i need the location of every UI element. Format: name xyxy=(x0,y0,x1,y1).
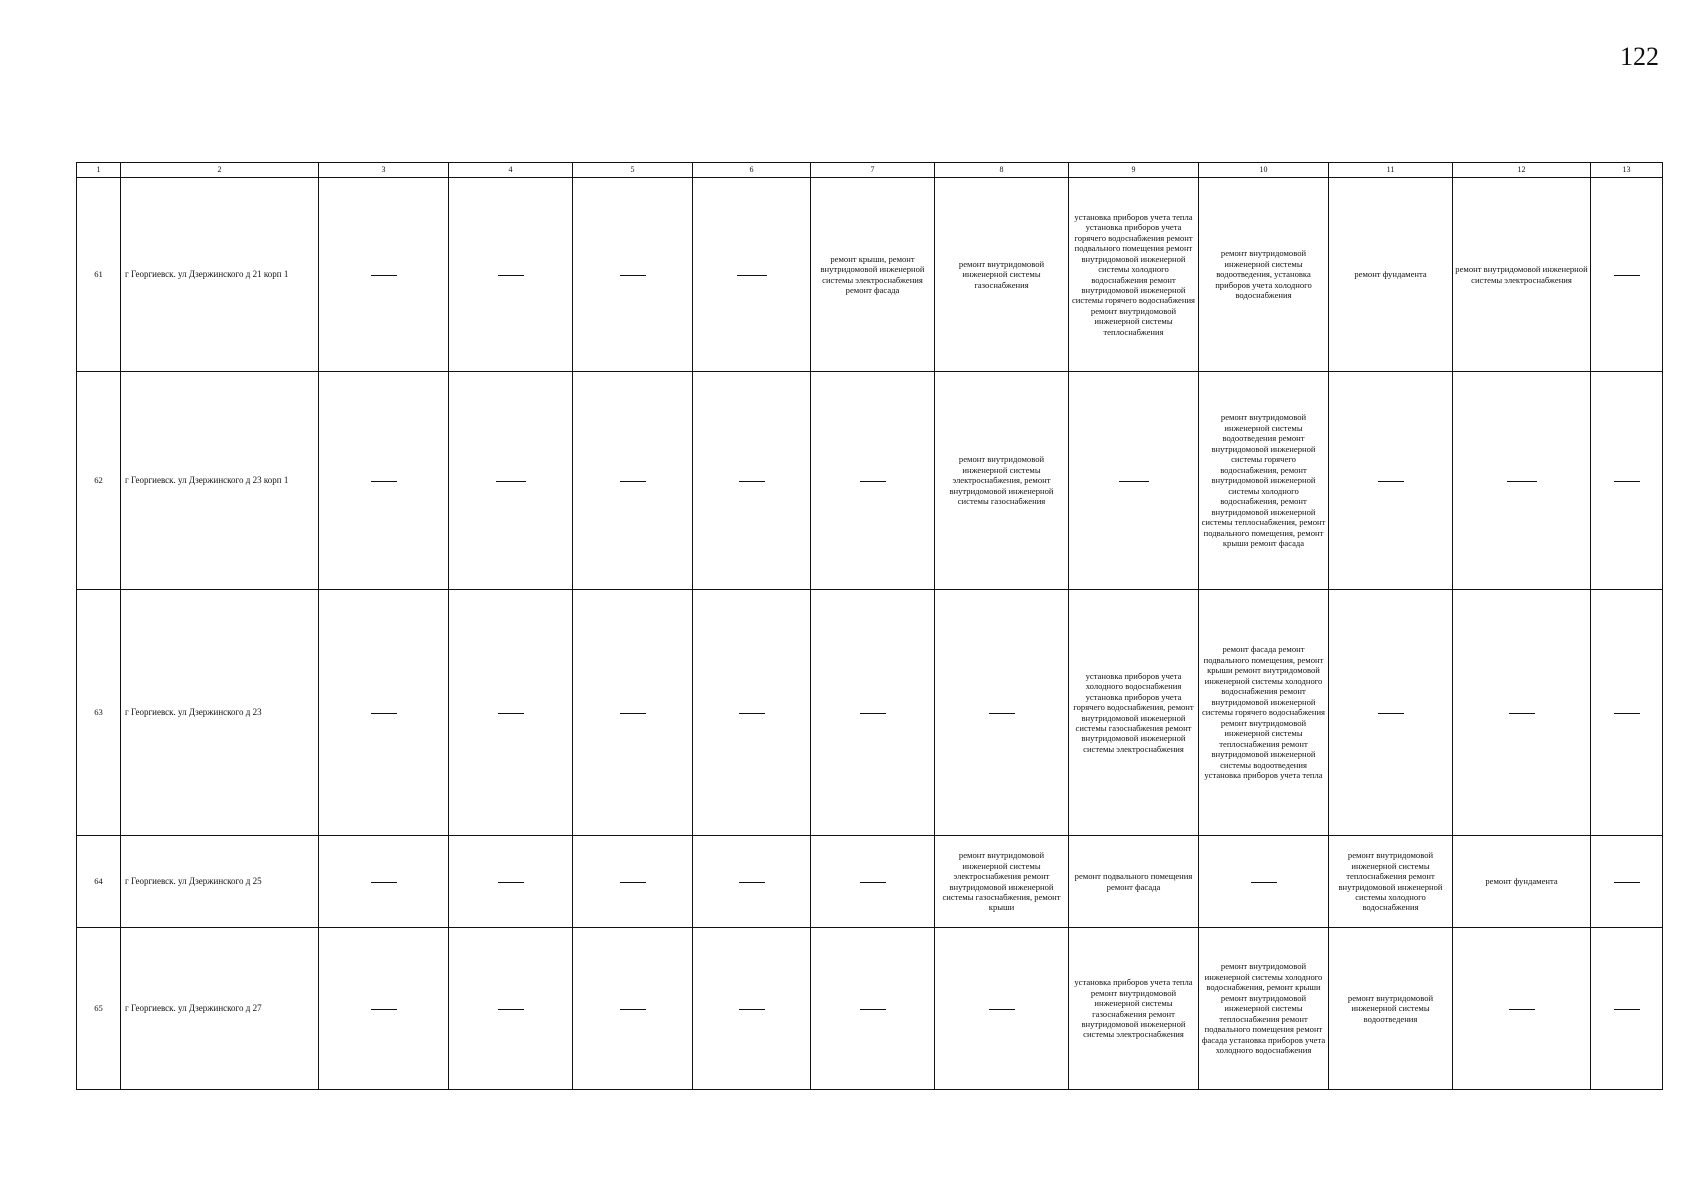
dash-mark xyxy=(620,481,646,482)
work-cell: ремонт внутридомовой инженерной системы теплоснабжения ремонт внутридомовой инженерной системы холодного водоснабжения xyxy=(1329,836,1453,928)
dash-mark xyxy=(371,882,397,883)
empty-cell xyxy=(319,372,449,590)
work-cell: ремонт внутридомовой инженерной системы водоотведения, установка приборов учета холодного водоснабжения xyxy=(1199,178,1329,372)
address-cell: г Георгиевск. ул Дзержинского д 27 xyxy=(121,928,319,1090)
empty-cell xyxy=(449,836,573,928)
dash-mark xyxy=(1614,275,1640,276)
row-number: 65 xyxy=(77,928,121,1090)
dash-mark xyxy=(498,882,524,883)
empty-cell xyxy=(449,372,573,590)
empty-cell xyxy=(573,590,693,836)
table-row xyxy=(77,590,1663,836)
dash-mark xyxy=(737,275,767,276)
row-number: 63 xyxy=(77,590,121,836)
empty-cell xyxy=(1591,590,1663,836)
dash-mark xyxy=(620,275,646,276)
work-cell: ремонт внутридомовой инженерной системы холодного водоснабжения, ремонт крыши ремонт внутридомовой инженерной системы теплоснабжения ремонт подвального помещения ремонт фасада установка приборов учета холодного водоснабжения xyxy=(1199,928,1329,1090)
empty-cell xyxy=(811,590,935,836)
empty-cell xyxy=(449,928,573,1090)
dash-mark xyxy=(371,481,397,482)
header-cell: 6 xyxy=(693,163,811,178)
header-cell: 4 xyxy=(449,163,573,178)
table-row xyxy=(77,178,1663,372)
address-cell: г Георгиевск. ул Дзержинского д 21 корп 1 xyxy=(121,178,319,372)
empty-cell xyxy=(1453,928,1591,1090)
dash-mark xyxy=(860,1009,886,1010)
header-cell: 5 xyxy=(573,163,693,178)
header-cell: 3 xyxy=(319,163,449,178)
empty-cell xyxy=(573,178,693,372)
empty-cell xyxy=(573,836,693,928)
dash-mark xyxy=(1509,713,1535,714)
empty-cell xyxy=(811,372,935,590)
empty-cell xyxy=(449,178,573,372)
empty-cell xyxy=(811,928,935,1090)
dash-mark xyxy=(989,1009,1015,1010)
row-number: 64 xyxy=(77,836,121,928)
dash-mark xyxy=(860,882,886,883)
dash-mark xyxy=(1507,481,1537,482)
work-cell: ремонт внутридомовой инженерной системы электроснабжения ремонт внутридомовой инженерной системы газоснабжения, ремонт крыши xyxy=(935,836,1069,928)
empty-cell xyxy=(319,836,449,928)
dash-mark xyxy=(498,713,524,714)
empty-cell xyxy=(693,590,811,836)
table-row xyxy=(77,928,1663,1090)
dash-mark xyxy=(739,481,765,482)
dash-mark xyxy=(860,481,886,482)
empty-cell xyxy=(1453,590,1591,836)
work-cell: ремонт внутридомовой инженерной системы газоснабжения xyxy=(935,178,1069,372)
work-cell: установка приборов учета холодного водоснабжения установка приборов учета горячего водоснабжения, ремонт внутридомовой инженерной системы газоснабжения ремонт внутридомовой инженерной системы электроснабжения xyxy=(1069,590,1199,836)
dash-mark xyxy=(371,275,397,276)
dash-mark xyxy=(498,1009,524,1010)
page-number: 122 xyxy=(1620,42,1659,71)
dash-mark xyxy=(1378,481,1404,482)
empty-cell xyxy=(1591,928,1663,1090)
dash-mark xyxy=(739,713,765,714)
row-number: 62 xyxy=(77,372,121,590)
header-cell: 1 xyxy=(77,163,121,178)
empty-cell xyxy=(693,178,811,372)
header-cell: 12 xyxy=(1453,163,1591,178)
empty-cell xyxy=(935,928,1069,1090)
repair-schedule-table xyxy=(76,162,1663,1090)
empty-cell xyxy=(693,372,811,590)
dash-mark xyxy=(496,481,526,482)
work-cell: ремонт крыши, ремонт внутридомовой инженерной системы электроснабжения ремонт фасада xyxy=(811,178,935,372)
header-cell: 8 xyxy=(935,163,1069,178)
dash-mark xyxy=(620,1009,646,1010)
table-row xyxy=(77,372,1663,590)
header-cell: 11 xyxy=(1329,163,1453,178)
empty-cell xyxy=(573,928,693,1090)
empty-cell xyxy=(1329,372,1453,590)
empty-cell xyxy=(319,590,449,836)
empty-cell xyxy=(811,836,935,928)
address-cell: г Георгиевск. ул Дзержинского д 23 xyxy=(121,590,319,836)
work-cell: установка приборов учета тепла ремонт внутридомовой инженерной системы газоснабжения ремонт внутридомовой инженерной системы электроснабжения xyxy=(1069,928,1199,1090)
empty-cell xyxy=(449,590,573,836)
empty-cell xyxy=(1591,372,1663,590)
work-cell: ремонт внутридомовой инженерной системы электроснабжения, ремонт внутридомовой инженерной системы газоснабжения xyxy=(935,372,1069,590)
dash-mark xyxy=(1614,882,1640,883)
header-row xyxy=(77,163,1663,178)
empty-cell xyxy=(1199,836,1329,928)
work-cell: установка приборов учета тепла установка приборов учета горячего водоснабжения ремонт подвального помещения ремонт внутридомовой инженерной системы холодного водоснабжения ремонт внутридомовой инженерной системы горячего водоснабжения ремонт внутридомовой инженерной системы теплоснабжения xyxy=(1069,178,1199,372)
dash-mark xyxy=(620,882,646,883)
empty-cell xyxy=(1591,836,1663,928)
header-cell: 10 xyxy=(1199,163,1329,178)
empty-cell xyxy=(693,836,811,928)
dash-mark xyxy=(371,713,397,714)
header-cell: 13 xyxy=(1591,163,1663,178)
empty-cell xyxy=(319,178,449,372)
dash-mark xyxy=(371,1009,397,1010)
work-cell: ремонт внутридомовой инженерной системы водоотведения ремонт внутридомовой инженерной системы горячего водоснабжения, ремонт внутридомовой инженерной системы холодного водоснабжения, ремонт внутридомовой инженерной системы теплоснабжения, ремонт подвального помещения, ремонт крыши ремонт фасада xyxy=(1199,372,1329,590)
table-row xyxy=(77,836,1663,928)
empty-cell xyxy=(693,928,811,1090)
address-cell: г Георгиевск. ул Дзержинского д 25 xyxy=(121,836,319,928)
dash-mark xyxy=(739,1009,765,1010)
dash-mark xyxy=(1378,713,1404,714)
empty-cell xyxy=(935,590,1069,836)
dash-mark xyxy=(739,882,765,883)
dash-mark xyxy=(1614,481,1640,482)
dash-mark xyxy=(860,713,886,714)
header-cell: 7 xyxy=(811,163,935,178)
empty-cell xyxy=(1591,178,1663,372)
work-cell: ремонт фундамента xyxy=(1453,836,1591,928)
dash-mark xyxy=(620,713,646,714)
empty-cell xyxy=(1069,372,1199,590)
work-cell: ремонт подвального помещения ремонт фасада xyxy=(1069,836,1199,928)
empty-cell xyxy=(319,928,449,1090)
dash-mark xyxy=(1509,1009,1535,1010)
address-cell: г Георгиевск. ул Дзержинского д 23 корп 1 xyxy=(121,372,319,590)
work-cell: ремонт внутридомовой инженерной системы электроснабжения xyxy=(1453,178,1591,372)
dash-mark xyxy=(1251,882,1277,883)
work-cell: ремонт внутридомовой инженерной системы водоотведения xyxy=(1329,928,1453,1090)
header-cell: 2 xyxy=(121,163,319,178)
empty-cell xyxy=(573,372,693,590)
work-cell: ремонт фундамента xyxy=(1329,178,1453,372)
row-number: 61 xyxy=(77,178,121,372)
dash-mark xyxy=(498,275,524,276)
dash-mark xyxy=(989,713,1015,714)
empty-cell xyxy=(1453,372,1591,590)
dash-mark xyxy=(1119,481,1149,482)
header-cell: 9 xyxy=(1069,163,1199,178)
work-cell: ремонт фасада ремонт подвального помещения, ремонт крыши ремонт внутридомовой инженерной системы холодного водоснабжения ремонт внутридомовой инженерной системы горячего водоснабжения ремонт внутридомовой инженерной системы теплоснабжения ремонт внутридомовой инженерной системы водоотведения установка приборов учета тепла xyxy=(1199,590,1329,836)
empty-cell xyxy=(1329,590,1453,836)
dash-mark xyxy=(1614,1009,1640,1010)
dash-mark xyxy=(1614,713,1640,714)
